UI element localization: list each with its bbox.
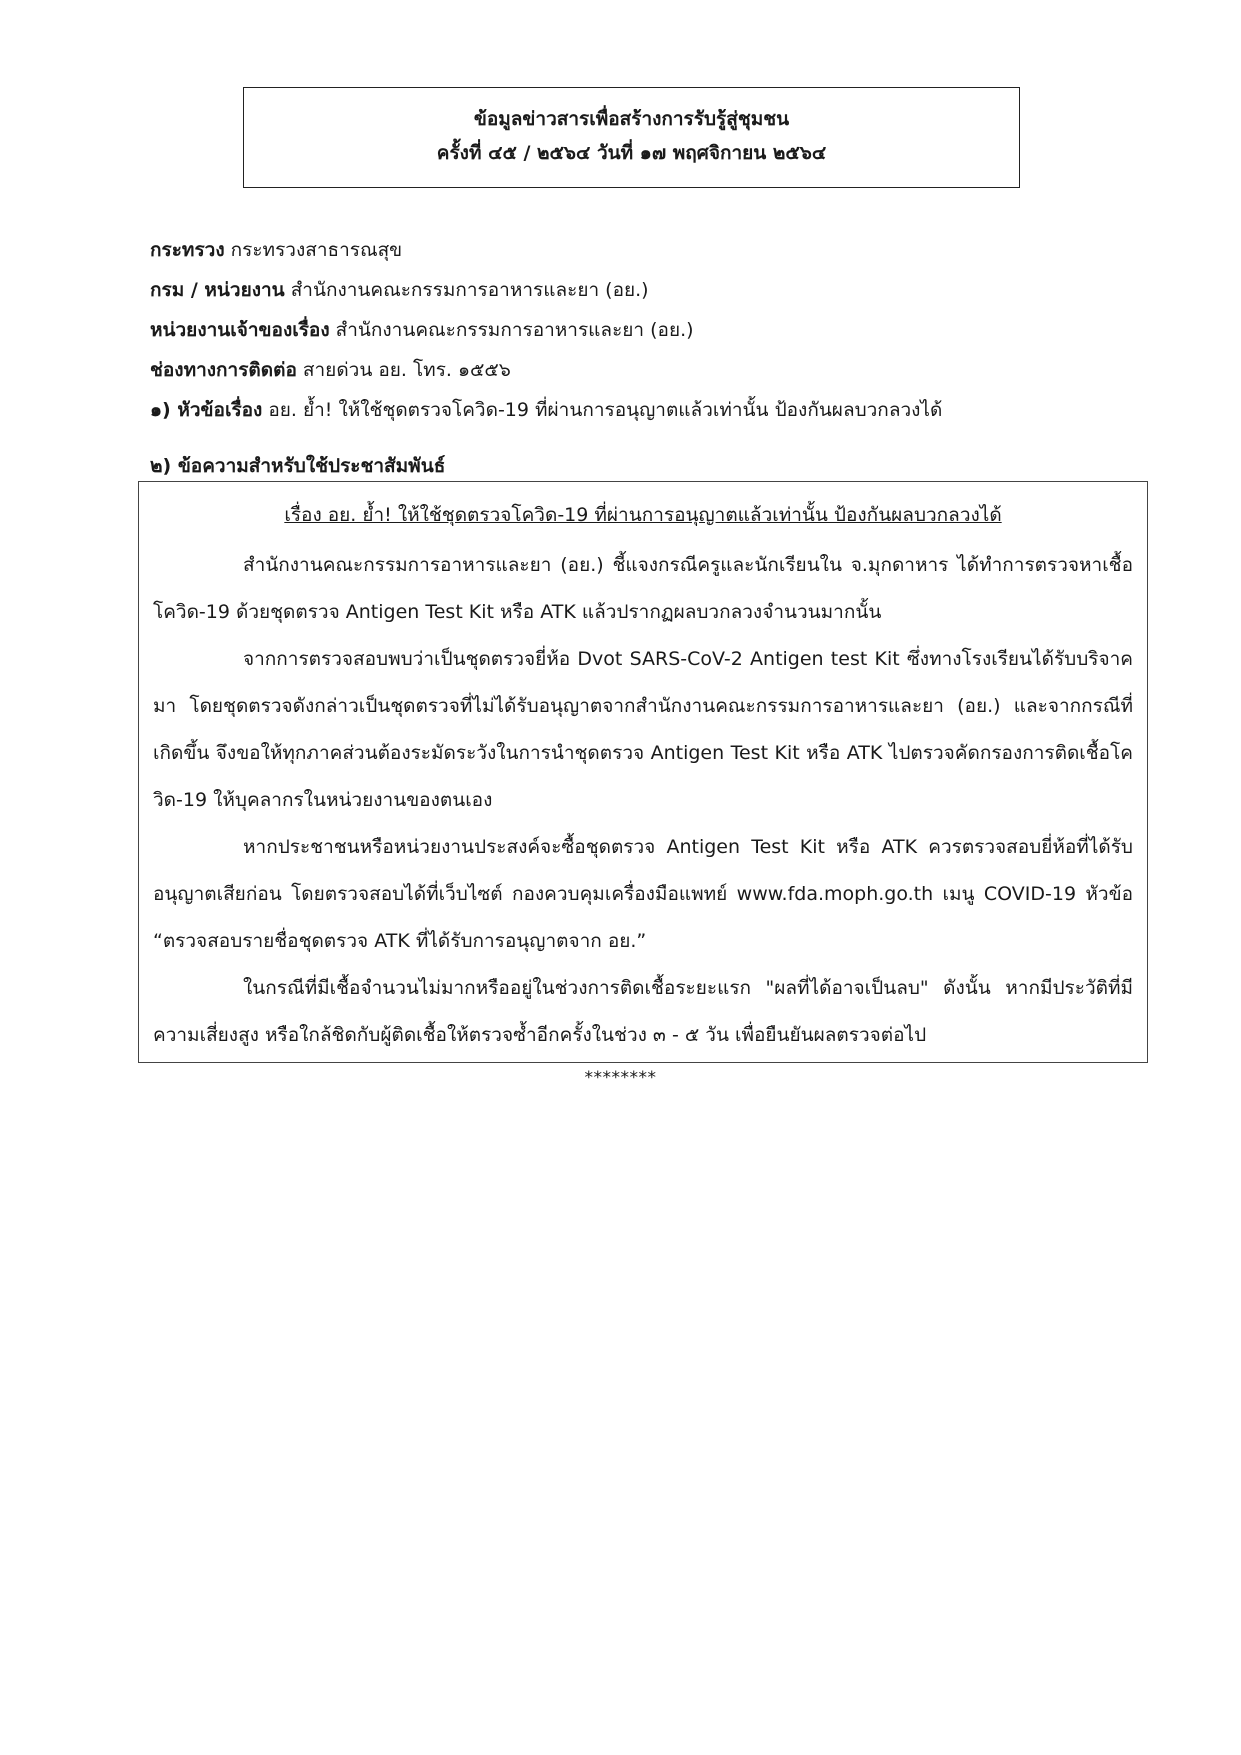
pr-paragraph: สำนักงานคณะกรรมการอาหารและยา (อย.) ชี้แจงกรณีครูและนักเรียนใน จ.มุกดาหาร ได้ทำการตรวจหาเชื้อโควิด-19 ด้วยชุดตรวจ Antigen Test Kit หรือ ATK แล้วปรากฏผลบวกลวงจำนวนมากนั้น: [153, 554, 1133, 623]
owner-label: หน่วยงานเจ้าของเรื่อง: [150, 319, 330, 341]
pr-paragraph: ในกรณีที่มีเชื้อจำนวนไม่มากหรืออยู่ในช่วงการติดเชื้อระยะแรก "ผลที่ได้อาจเป็นลบ" ดังนั้น หากมีประวัติที่มีความเสี่ยงสูง หรือใกล้ชิดกับผู้ติดเชื้อให้ตรวจซ้ำอีกครั้งในช่วง ๓ - ๕ วัน เพื่อยืนยันผลตรวจต่อไป: [153, 977, 1133, 1046]
department-value: สำนักงานคณะกรรมการอาหารและยา (อย.): [284, 279, 649, 301]
topic-value: อย. ย้ำ! ให้ใช้ชุดตรวจโควิด-19 ที่ผ่านการอนุญาตแล้วเท่านั้น ป้องกันผลบวกลวงได้: [262, 399, 943, 421]
contact-row: [150, 350, 1150, 390]
topic-section: [150, 390, 1150, 430]
ministry-value: กระทรวงสาธารณสุข: [224, 239, 403, 261]
document-title: ข้อมูลข่าวสารเพื่อสร้างการรับรู้สู่ชุมชน: [473, 108, 790, 130]
document-metadata: [150, 230, 1150, 390]
document-header-box: [243, 87, 1020, 188]
pr-message-box: [138, 481, 1148, 1063]
pr-paragraph: หากประชาชนหรือหน่วยงานประสงค์จะซื้อชุดตรวจ Antigen Test Kit หรือ ATK ควรตรวจสอบยี่ห้อที่ได้รับอนุญาตเสียก่อน โดยตรวจสอบได้ที่เว็บไซต์ กองควบคุมเครื่องมือแพทย์ www.fda.moph.go.th เมนู COVID-19 หัวข้อ “ตรวจสอบรายชื่อชุดตรวจ ATK ที่ได้รับการอนุญาตจาก อย.”: [153, 836, 1133, 952]
owner-row: [150, 310, 1150, 350]
ministry-row: [150, 230, 1150, 270]
end-marker: ********: [584, 1068, 657, 1088]
topic-label: ๑) หัวข้อเรื่อง: [150, 399, 263, 421]
contact-value: สายด่วน อย. โทร. ๑๕๕๖: [296, 359, 511, 381]
pr-message-title: เรื่อง อย. ย้ำ! ให้ใช้ชุดตรวจโควิด-19 ที่ผ่านการอนุญาตแล้วเท่านั้น ป้องกันผลบวกลวงได้: [284, 504, 1002, 526]
pr-paragraph: จากการตรวจสอบพบว่าเป็นชุดตรวจยี่ห้อ Dvot SARS-CoV-2 Antigen test Kit ซึ่งทางโรงเรียนได้รับบริจาคมา โดยชุดตรวจดังกล่าวเป็นชุดตรวจที่ไม่ได้รับอนุญาตจากสำนักงานคณะกรรมการอาหารและยา (อย.) และจากกรณีที่เกิดขึ้น จึงขอให้ทุกภาคส่วนต้องระมัดระวังในการนำชุดตรวจ Antigen Test Kit หรือ ATK ไปตรวจคัดกรองการติดเชื้อโควิด-19 ให้บุคลากรในหน่วยงานของตนเอง: [153, 648, 1133, 811]
document-issue-date: ครั้งที่ ๔๕ / ๒๕๖๔ วันที่ ๑๗ พฤศจิกายน ๒๕๖๔: [436, 142, 827, 164]
contact-label: ช่องทางการติดต่อ: [150, 359, 297, 381]
owner-value: สำนักงานคณะกรรมการอาหารและยา (อย.): [329, 319, 694, 341]
department-label: กรม / หน่วยงาน: [150, 279, 285, 301]
pr-message-heading: ๒) ข้อความสำหรับใช้ประชาสัมพันธ์: [150, 455, 446, 477]
department-row: [150, 270, 1150, 310]
ministry-label: กระทรวง: [150, 239, 225, 261]
